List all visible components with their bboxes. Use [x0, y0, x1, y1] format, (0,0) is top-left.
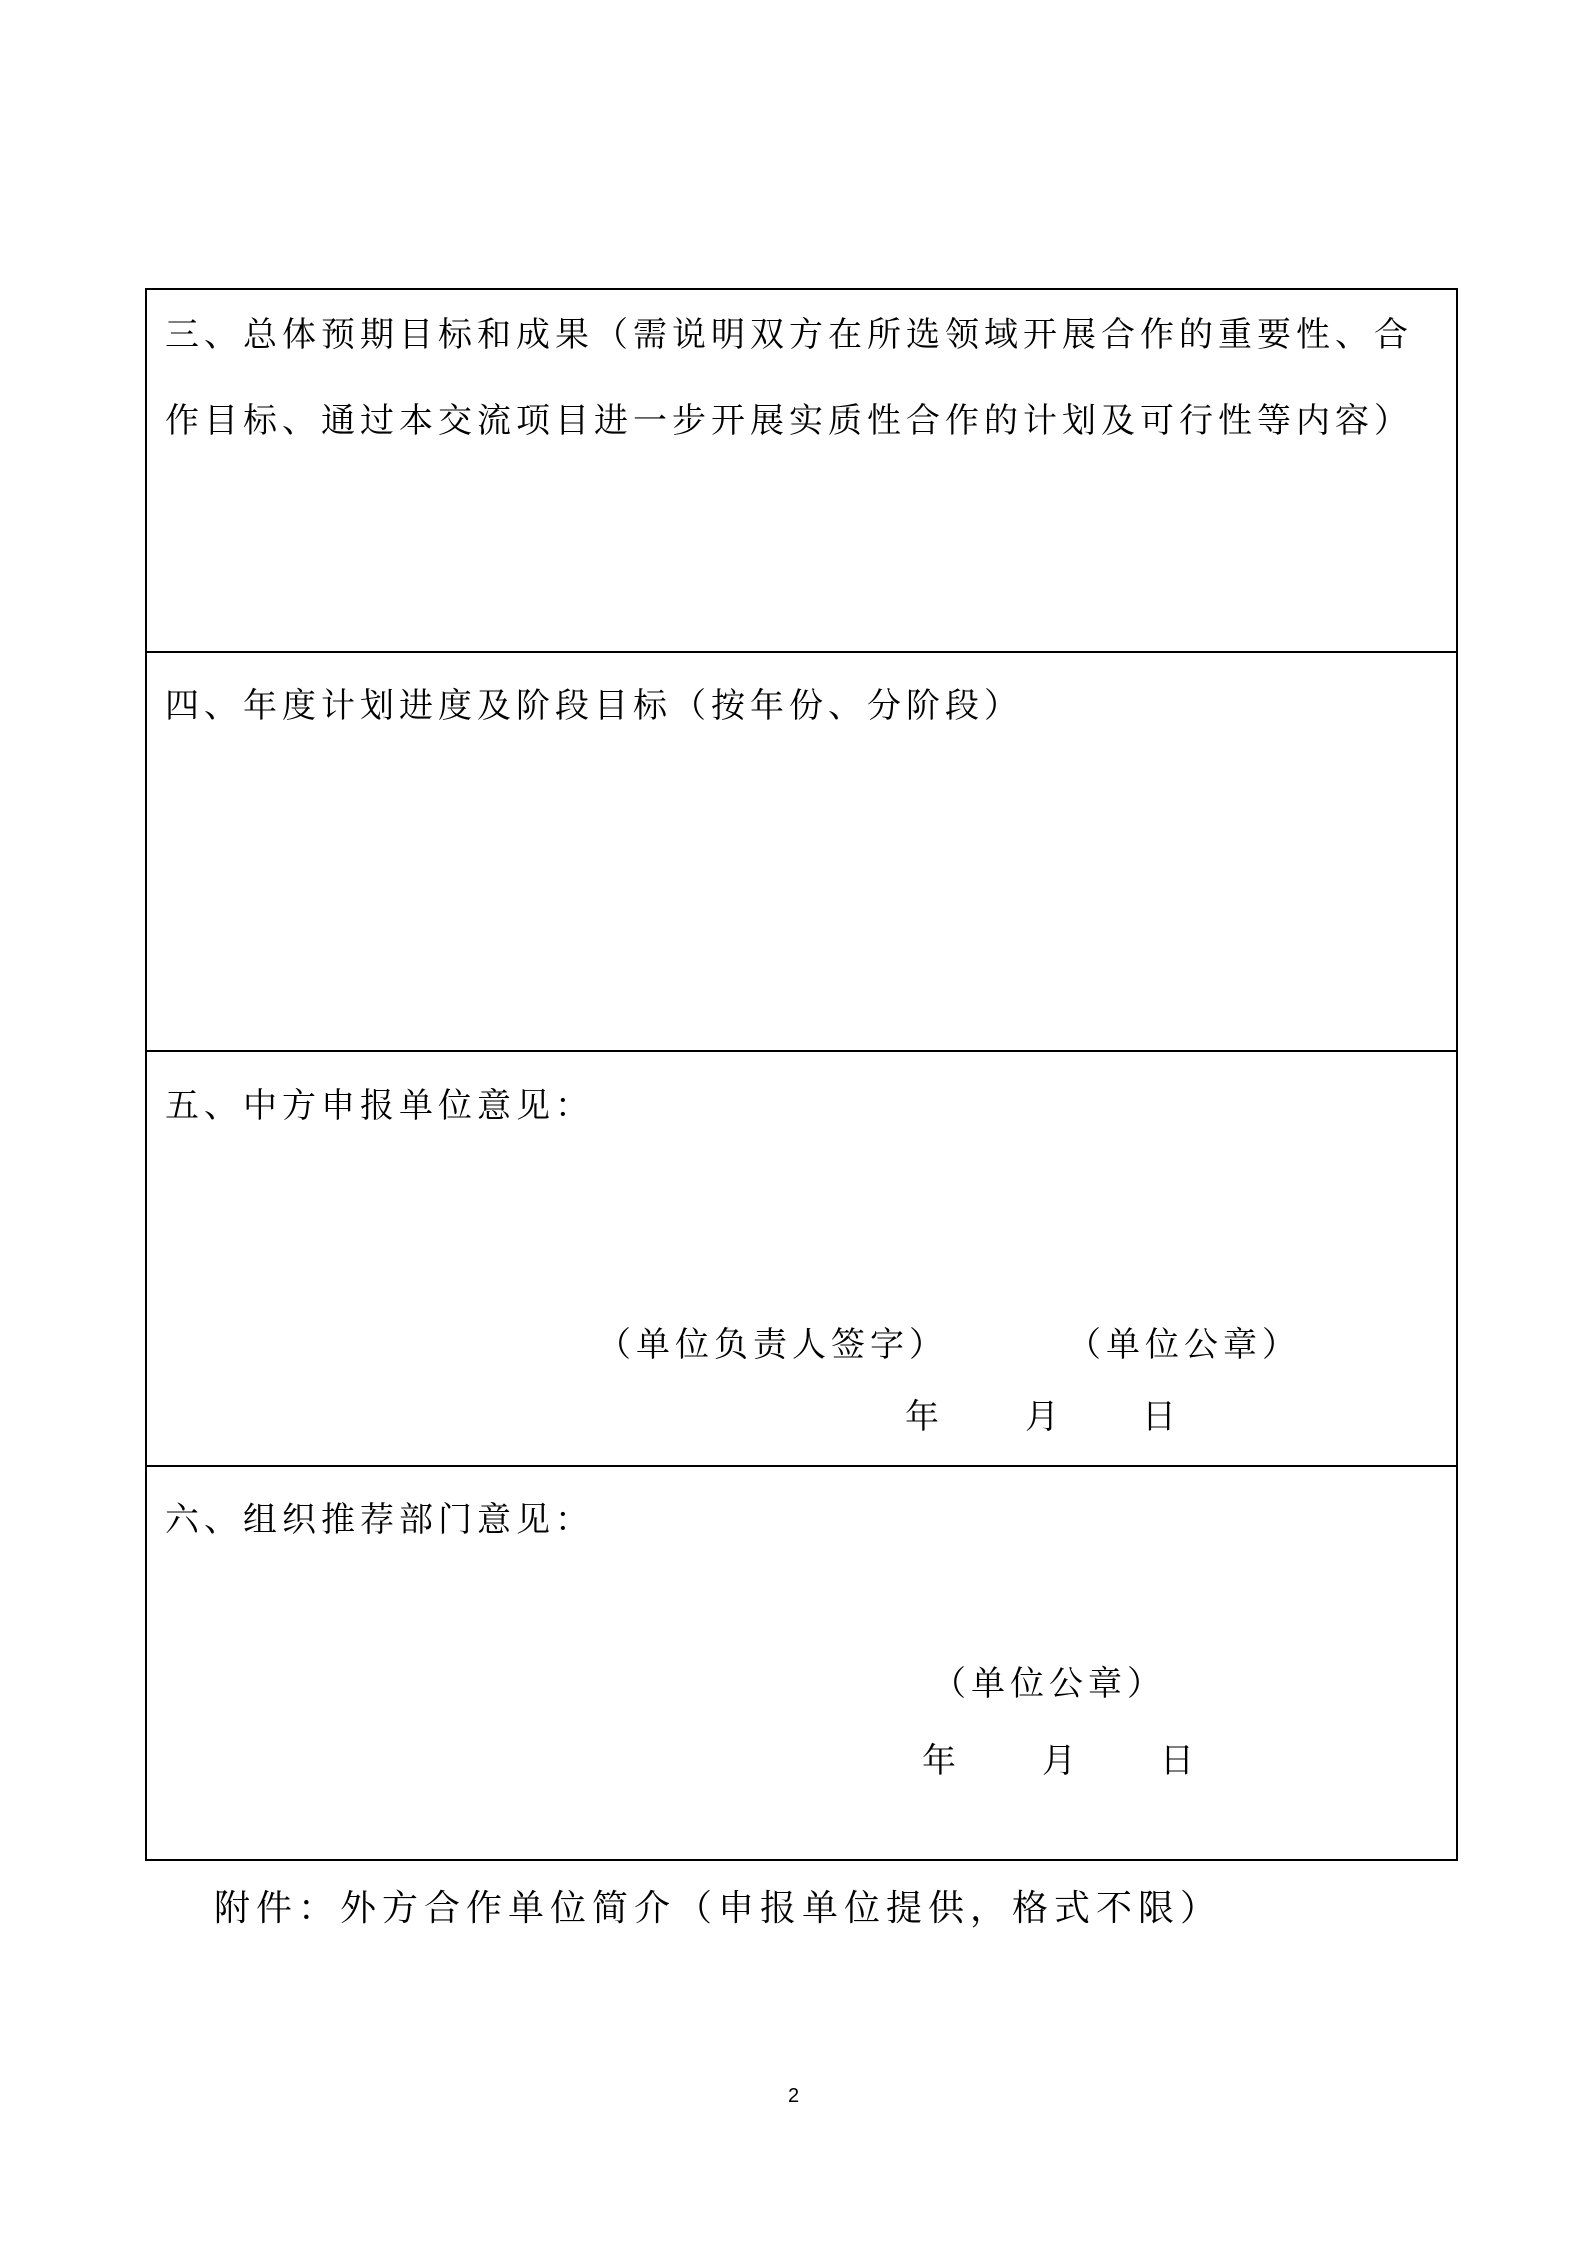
- section-recommending-department-opinion: [147, 1465, 1456, 1859]
- date-day-label: 日: [1142, 1397, 1176, 1437]
- application-form-table: [145, 288, 1458, 1861]
- unit-seal-label: （单位公章）: [1067, 1325, 1301, 1365]
- section-5-opinion-area[interactable]: [147, 1152, 1456, 1302]
- section-chinese-applicant-opinion: [147, 1050, 1456, 1465]
- section-6-heading: 六、组织推荐部门意见：: [165, 1500, 594, 1540]
- date-year-label: 年: [922, 1741, 956, 1781]
- responsible-person-signature-label: （单位负责人签字）: [597, 1325, 948, 1365]
- department-seal-label: （单位公章）: [932, 1664, 1166, 1704]
- section-3-content-area[interactable]: [147, 470, 1456, 651]
- section-4-heading: 四、年度计划进度及阶段目标（按年份、分阶段）: [165, 686, 1023, 726]
- section-expected-goals: [147, 290, 1456, 651]
- date-year-label: 年: [905, 1397, 939, 1437]
- page-number: 2: [787, 2085, 800, 2107]
- section-4-content-area[interactable]: [147, 753, 1456, 1050]
- date-month-label: 月: [1025, 1397, 1059, 1437]
- section-annual-plan: [147, 651, 1456, 1050]
- attachment-note: 附件：外方合作单位简介（申报单位提供，格式不限）: [214, 1888, 1223, 1929]
- section-5-heading: 五、中方申报单位意见：: [165, 1086, 594, 1126]
- section-3-heading: 三、总体预期目标和成果（需说明双方在所选领域开展合作的重要性、合作目标、通过本交流项目进一步开展实质性合作的计划及可行性等内容）: [165, 315, 1413, 441]
- section-6-opinion-area[interactable]: [147, 1567, 1456, 1667]
- date-month-label: 月: [1042, 1741, 1076, 1781]
- date-day-label: 日: [1160, 1741, 1194, 1781]
